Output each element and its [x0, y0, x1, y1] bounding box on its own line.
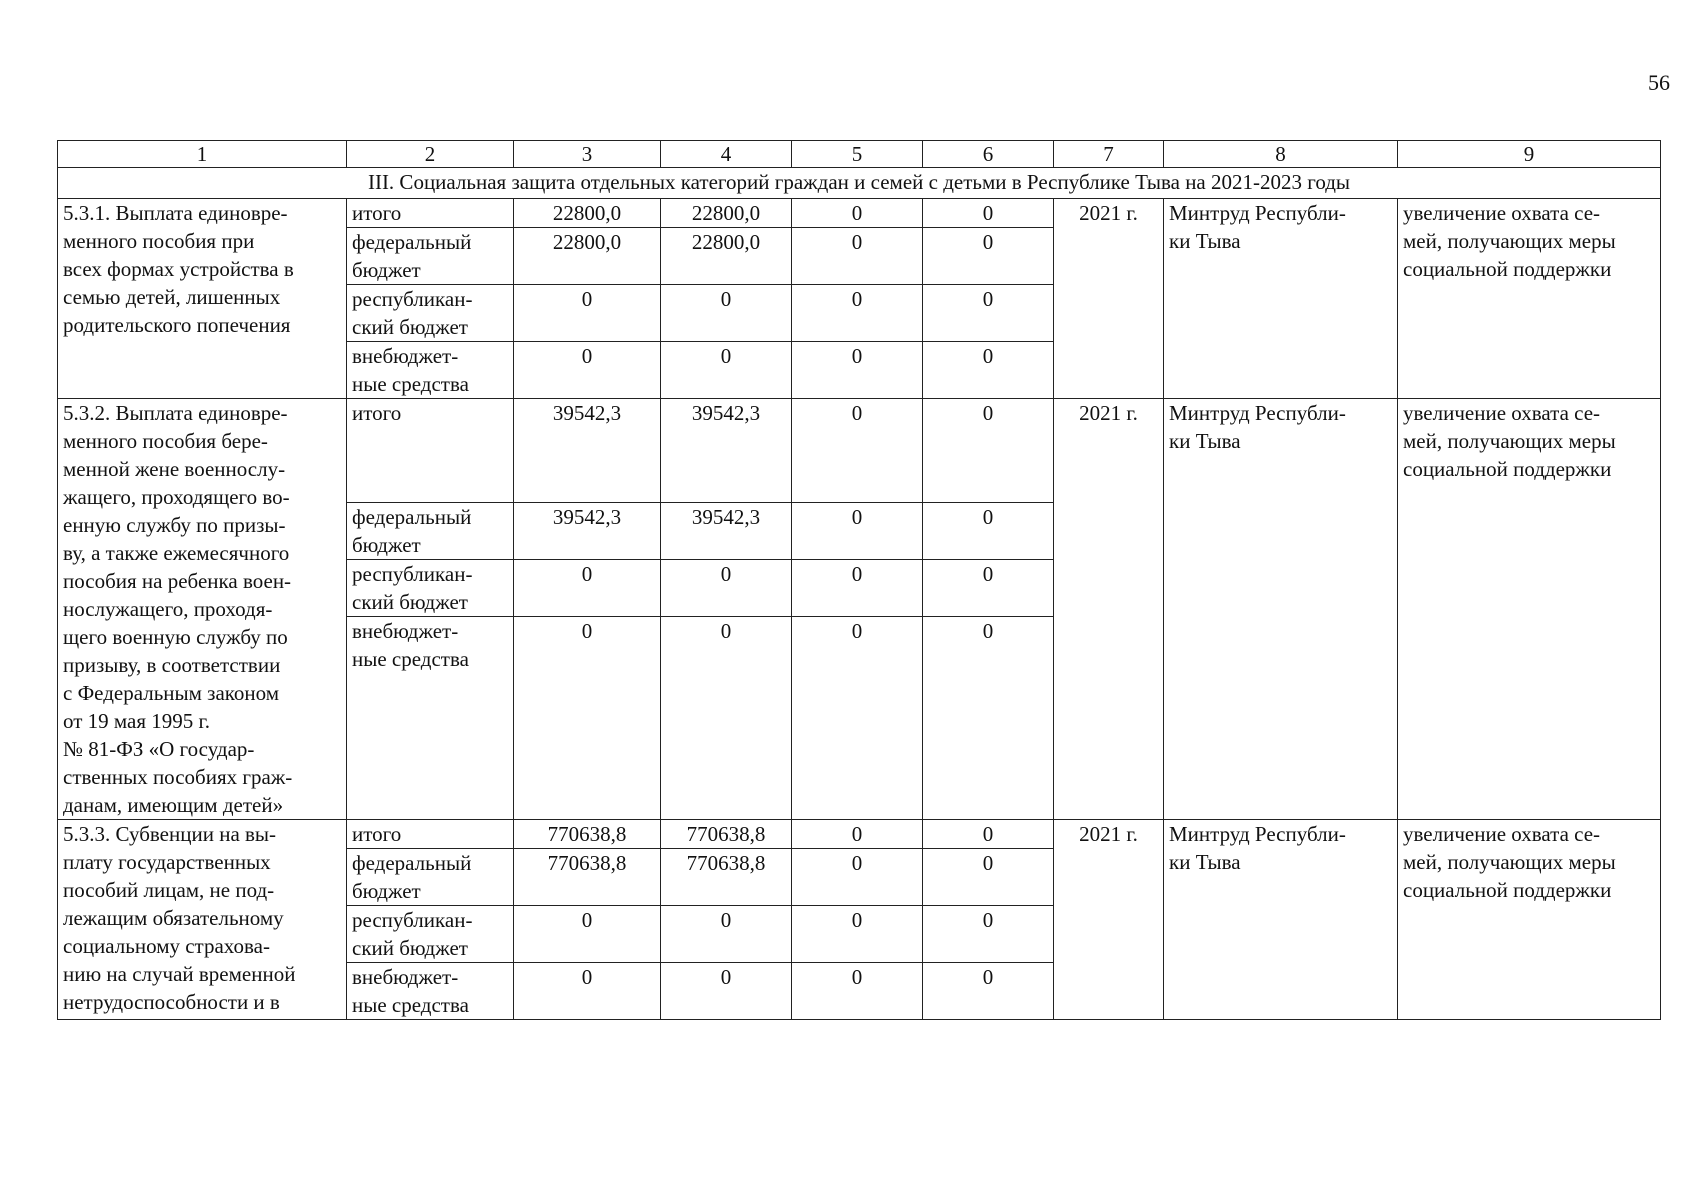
value-col5: 0: [792, 906, 923, 963]
item-result: увеличение охвата се- мей, получающих меры социальной поддержки: [1398, 199, 1661, 399]
item-result: увеличение охвата се- мей, получающих меры социальной поддержки: [1398, 820, 1661, 1020]
value-col4: 0: [661, 616, 792, 819]
item-executor: Минтруд Республи- ки Тыва: [1164, 199, 1398, 399]
item-title: 5.3.3. Субвенции на вы- плату государственных пособий лицам, не под- лежащим обязательному социальному страхова- нию на случай временной нетрудоспособности и в: [58, 820, 347, 1020]
value-col3: 39542,3: [514, 399, 661, 503]
value-col3: 0: [514, 906, 661, 963]
item-result: увеличение охвата се- мей, получающих меры социальной поддержки: [1398, 399, 1661, 820]
item-title: 5.3.1. Выплата единовре- менного пособия при всех формах устройства в семью детей, лишенных родительского попечения: [58, 199, 347, 399]
column-header-2: 2: [347, 141, 514, 168]
value-col4: 0: [661, 342, 792, 399]
column-header-5: 5: [792, 141, 923, 168]
column-header-8: 8: [1164, 141, 1398, 168]
value-col6: 0: [923, 342, 1054, 399]
item-year: 2021 г.: [1054, 820, 1164, 1020]
value-col3: 39542,3: [514, 502, 661, 559]
section-row: [58, 168, 1661, 199]
value-col3: 0: [514, 342, 661, 399]
value-col4: 0: [661, 906, 792, 963]
value-col4: 22800,0: [661, 199, 792, 228]
funding-source: внебюджет- ные средства: [347, 963, 514, 1020]
value-col6: 0: [923, 399, 1054, 503]
value-col3: 770638,8: [514, 820, 661, 849]
value-col4: 39542,3: [661, 502, 792, 559]
funding-source: внебюджет- ные средства: [347, 616, 514, 819]
item-executor: Минтруд Республи- ки Тыва: [1164, 399, 1398, 820]
item-executor: Минтруд Республи- ки Тыва: [1164, 820, 1398, 1020]
value-col6: 0: [923, 559, 1054, 616]
value-col3: 22800,0: [514, 199, 661, 228]
funding-source: федеральный бюджет: [347, 228, 514, 285]
value-col4: 0: [661, 963, 792, 1020]
funding-source: федеральный бюджет: [347, 849, 514, 906]
value-col6: 0: [923, 906, 1054, 963]
value-col6: 0: [923, 616, 1054, 819]
table-row: [58, 820, 1661, 849]
column-header-1: 1: [58, 141, 347, 168]
value-col3: 22800,0: [514, 228, 661, 285]
value-col6: 0: [923, 199, 1054, 228]
column-header-4: 4: [661, 141, 792, 168]
value-col4: 770638,8: [661, 849, 792, 906]
page-number: 56: [1648, 70, 1670, 95]
value-col4: 22800,0: [661, 228, 792, 285]
value-col5: 0: [792, 285, 923, 342]
column-header-7: 7: [1054, 141, 1164, 168]
funding-source: федеральный бюджет: [347, 502, 514, 559]
value-col5: 0: [792, 849, 923, 906]
item-year: 2021 г.: [1054, 199, 1164, 399]
column-header-9: 9: [1398, 141, 1661, 168]
value-col5: 0: [792, 559, 923, 616]
funding-source: республикан- ский бюджет: [347, 285, 514, 342]
value-col6: 0: [923, 502, 1054, 559]
column-header-row: [58, 141, 1661, 168]
value-col3: 0: [514, 616, 661, 819]
value-col6: 0: [923, 849, 1054, 906]
value-col6: 0: [923, 820, 1054, 849]
value-col6: 0: [923, 285, 1054, 342]
value-col5: 0: [792, 399, 923, 503]
value-col3: 770638,8: [514, 849, 661, 906]
value-col4: 0: [661, 285, 792, 342]
value-col6: 0: [923, 228, 1054, 285]
value-col4: 39542,3: [661, 399, 792, 503]
value-col5: 0: [792, 199, 923, 228]
table-row: [58, 399, 1661, 503]
funding-source: итого: [347, 399, 514, 503]
value-col5: 0: [792, 820, 923, 849]
table-row: [58, 199, 1661, 228]
value-col3: 0: [514, 285, 661, 342]
value-col6: 0: [923, 963, 1054, 1020]
item-year: 2021 г.: [1054, 399, 1164, 820]
item-title: 5.3.2. Выплата единовре- менного пособия бере- менной жене военнослу- жащего, проходящего во- енную службу по призы- ву, а также ежемесячного пособия на ребенка воен- нослужащего, проходя- щего военную службу по призыву, в соответствии с Федеральным законом от 19 мая 1995 г. № 81-ФЗ «О государ- ственных пособиях граж- данам, имеющим детей»: [58, 399, 347, 820]
value-col5: 0: [792, 963, 923, 1020]
value-col3: 0: [514, 963, 661, 1020]
column-header-3: 3: [514, 141, 661, 168]
value-col4: 0: [661, 559, 792, 616]
value-col5: 0: [792, 502, 923, 559]
funding-source: республикан- ский бюджет: [347, 559, 514, 616]
funding-source: республикан- ский бюджет: [347, 906, 514, 963]
value-col3: 0: [514, 559, 661, 616]
value-col5: 0: [792, 342, 923, 399]
section-title: III. Социальная защита отдельных категорий граждан и семей с детьми в Республике Тыва на 2021-2023 годы: [58, 168, 1661, 199]
column-header-6: 6: [923, 141, 1054, 168]
value-col4: 770638,8: [661, 820, 792, 849]
funding-source: внебюджет- ные средства: [347, 342, 514, 399]
value-col5: 0: [792, 616, 923, 819]
funding-source: итого: [347, 199, 514, 228]
funding-source: итого: [347, 820, 514, 849]
program-table: [57, 140, 1661, 1020]
value-col5: 0: [792, 228, 923, 285]
